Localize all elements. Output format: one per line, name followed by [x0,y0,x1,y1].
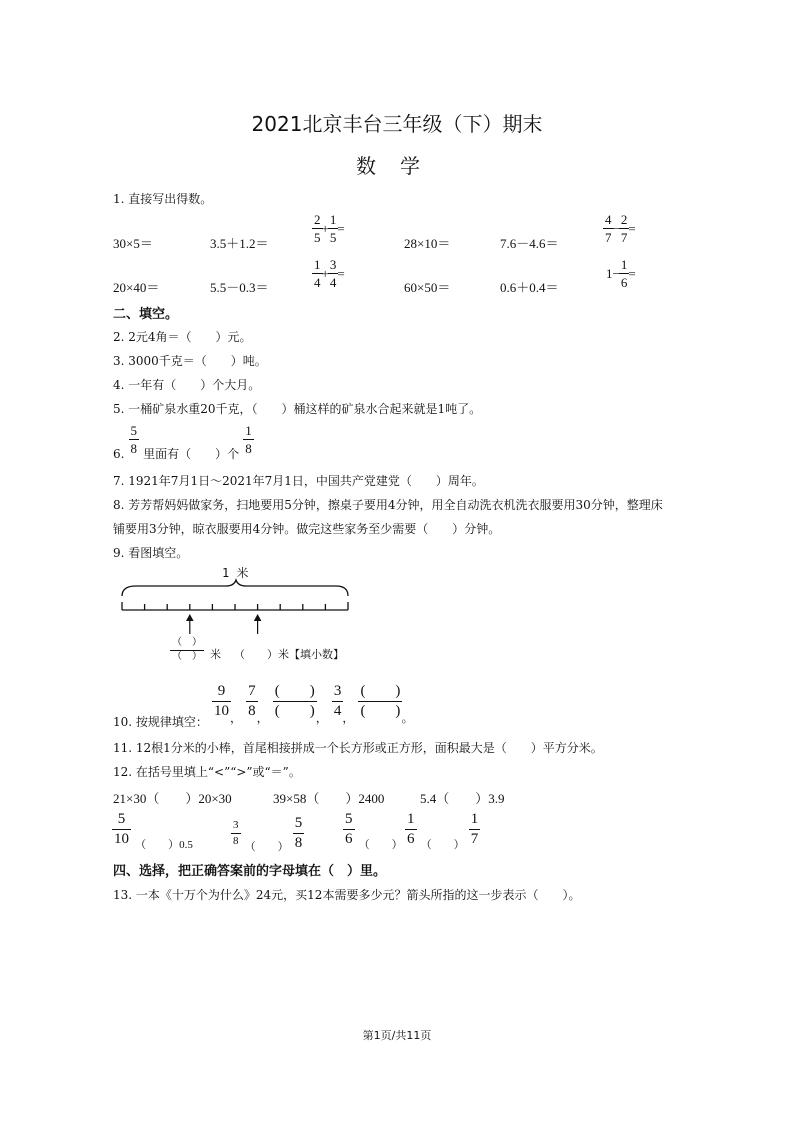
question-2: 2. 2元4角＝（ ）元。 [113,330,252,344]
calc-item: 60×50＝ [404,280,451,295]
question-6: $_{6.}$ $\frac{5}{8}$ $_{里面有( )个}$ $\frac{1}{8}$ [113,423,252,461]
meter-label: 1 米 [222,566,249,580]
fraction-blank[interactable]: （ ） （ ） [172,637,202,662]
ruler-figure [116,562,356,672]
calc-item: 20×40＝ [113,280,160,295]
calc-frac-item: $\frac{1}{4}$ + $\frac{3}{4}$ = [314,257,345,290]
calc-frac-item: $\frac{2}{5}$ + $\frac{1}{5}$ = [314,212,345,245]
calc-item: 5.5－0.3＝ [210,280,269,295]
page-footer: 第1页/共11页 [362,1029,432,1042]
question-8-line2: 铺要用3分钟，晾衣服要用4分钟。做完这些家务至少需要（ ）分钟。 [113,522,501,536]
arrow-left [186,614,194,634]
question-7: 7. 1921年7月1日～2021年7月1日，中国共产党建党（ ）周年。 [113,474,484,488]
calc-item: 3.5＋1.2＝ [210,236,269,251]
compare-frac-2: $\frac{3}{8}$ $_{( )}$ $\frac{5}{8}$ [233,815,303,853]
compare-item: 5.4（ ）3.9 [420,791,505,806]
question-12-label: 12. 在括号里填上“<”“>”或“＝”。 [113,765,301,779]
question-9-label: 9. 看图填空。 [113,546,189,560]
page-subject: 数 学 [356,154,422,178]
compare-item: 21×30（ ）20×30 [113,791,232,806]
ruler-svg [116,576,356,636]
compare-frac-3: $\frac{5}{6}$ $_{( )}$ [345,811,403,851]
arrow-right [254,614,262,634]
unit-meter: 米 [210,648,221,661]
question-3: 3. 3000千克＝（ ）吨。 [113,354,267,368]
question-8-line1: 8. 芳芳帮妈妈做家务，扫地要用5分钟，擦桌子要用4分钟，用全自动洗衣机洗衣服要用30分钟，整理床 [113,498,663,512]
calc-item: 0.6＋0.4＝ [500,280,559,295]
blank-fraction[interactable]: $\frac{( )}{( )}$ [274,683,315,719]
question-4: 4. 一年有（ ）个大月。 [113,378,261,392]
calc-frac-item: $\frac{4}{7}$ − $\frac{2}{7}$ = [605,212,636,245]
compare-frac-4: $\frac{1}{6}$ $_{( )}$ $\frac{1}{7}$ [407,811,479,851]
compare-frac-1: $\frac{5}{10}$ $_{( )0.5}$ [114,811,193,851]
calc-item: 28×10＝ [404,236,451,251]
page-title: 2021北京丰台三年级（下）期末 [251,112,543,136]
brace-shape [122,580,348,596]
calc-frac-item: 1− $\frac{1}{6}$ = [606,257,636,290]
question-1-label: 1. 直接写出得数。 [113,192,213,206]
question-11: 11. 12根1分米的小棒，首尾相接拼成一个长方形或正方形，面积最大是（ ）平方分米。 [113,741,603,755]
blank-fraction[interactable]: $\frac{( )}{( )}$ [360,683,401,719]
question-5: 5. 一桶矿泉水重20千克，（ ）桶这样的矿泉水合起来就是1吨了。 [113,402,482,416]
question-13: 13. 一本《十万个为什么》24元，买12本需要多少元？箭头所指的这一步表示（ ）。 [113,888,581,902]
calc-item: 7.6－4.6＝ [500,236,559,251]
compare-item: 39×58（ ）2400 [273,791,385,806]
calc-item: 30×5＝ [113,236,153,251]
ruler-ticks [122,602,348,610]
section-2-heading: 二、填空。 [113,307,179,322]
section-4-heading: 四、选择，把正确答案前的字母填在（ ）里。 [113,864,387,879]
question-10: 10. 按规律填空： $\frac{9}{10}$ $_,$ $\frac{7}{8}$ $_,$ $\frac{( )}{( )}$ $_,$ $\frac{3}{4}$ $_,$ $\frac{( )}{( )}$ $_。$ [113,683,414,729]
decimal-blank: （ ）米【填小数】 [234,648,344,661]
